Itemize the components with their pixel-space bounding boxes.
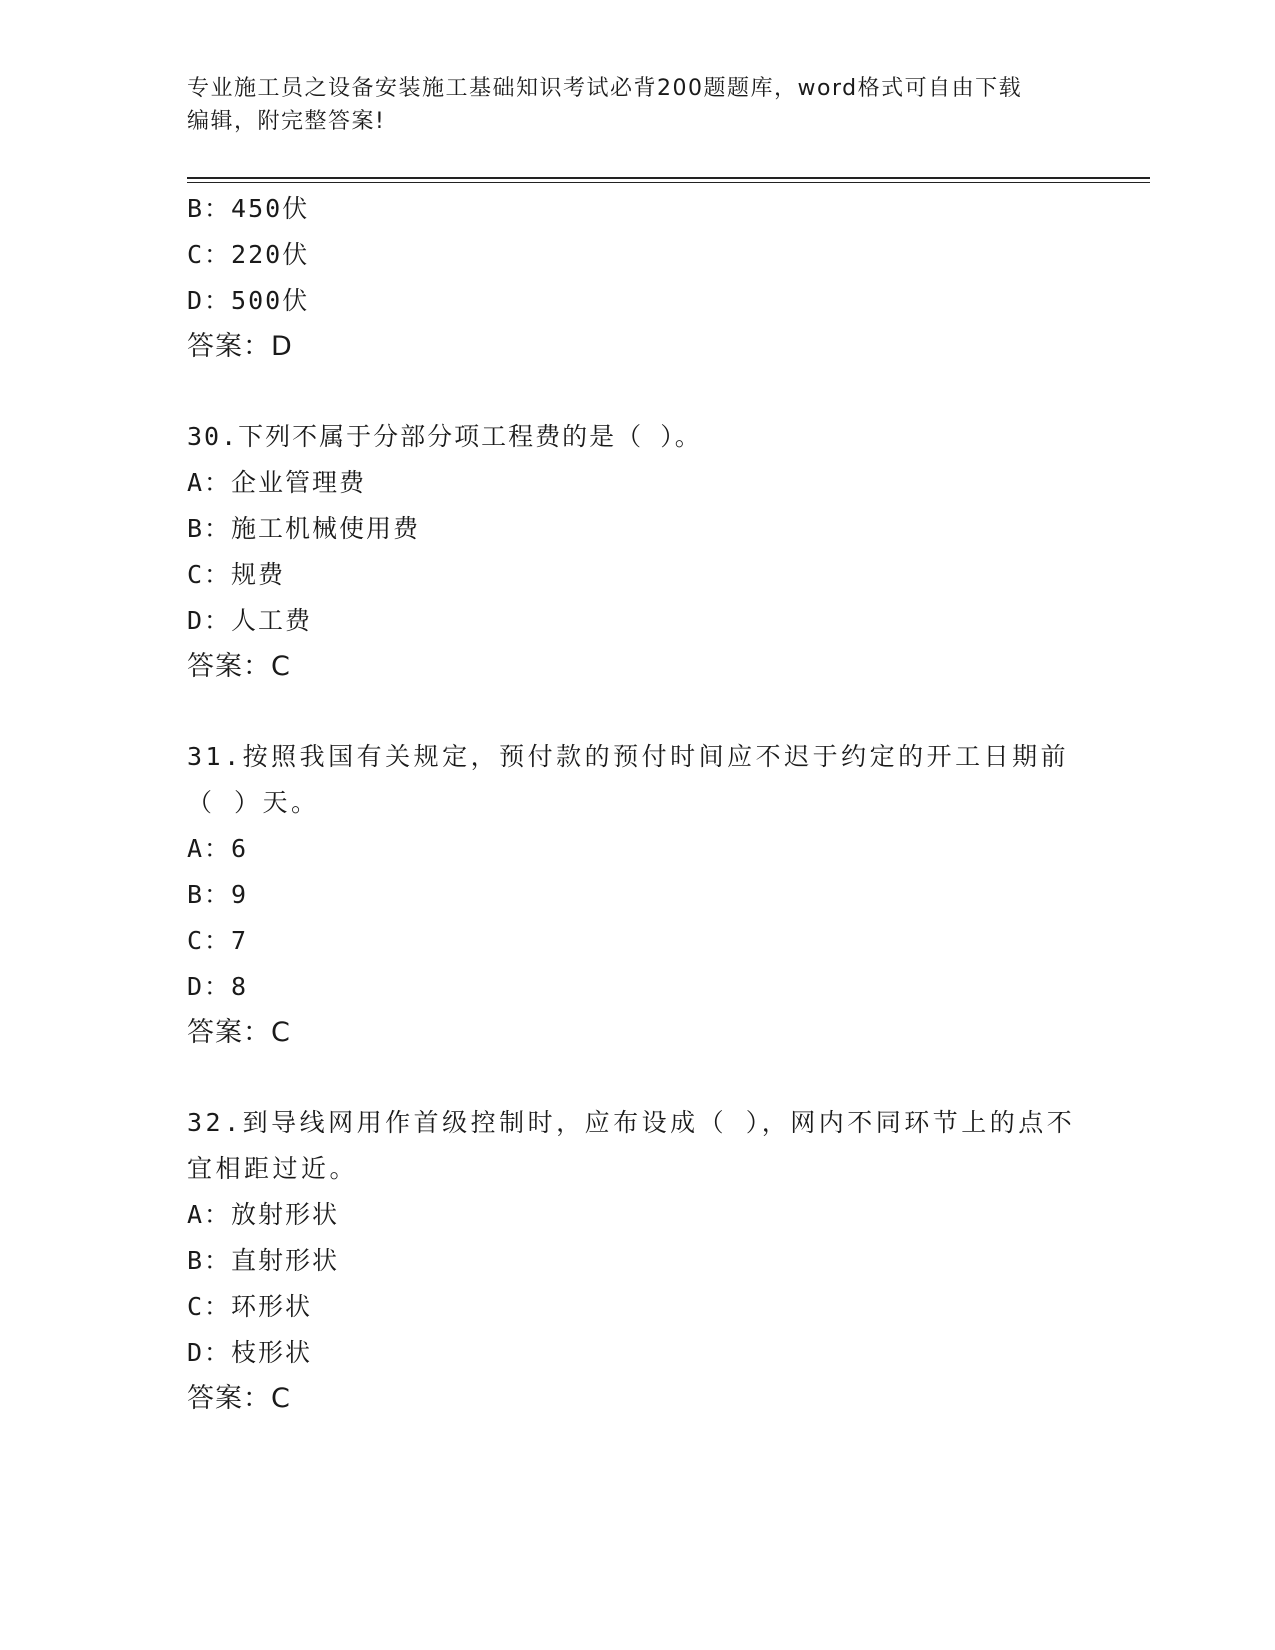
answer-line: 答案：D	[187, 331, 293, 362]
option-c: C：7	[187, 926, 249, 955]
option-a: A：6	[187, 834, 249, 863]
spacer	[187, 370, 1087, 414]
question-text: 31.按照我国有关规定，预付款的预付时间应不迟于约定的开工日期前（ ）天。	[187, 742, 1070, 817]
document-header	[187, 72, 1067, 138]
question-list	[187, 186, 1087, 1422]
option-a: A：企业管理费	[187, 468, 367, 497]
option-c: C：规费	[187, 560, 286, 589]
header-divider-bottom	[187, 182, 1150, 183]
answer-line: 答案：C	[187, 651, 291, 682]
header-title-line-1: 专业施工员之设备安装施工基础知识考试必背200题题库，word格式可自由下载	[187, 76, 1023, 101]
question-text: 32.到导线网用作首级控制时，应布设成（ ），网内不同环节上的点不宜相距过近。	[187, 1108, 1076, 1183]
question-31	[187, 734, 1087, 1056]
option-d: D：人工费	[187, 606, 313, 635]
option-b: B：9	[187, 880, 249, 909]
question-32	[187, 1100, 1087, 1422]
option-c: C：环形状	[187, 1292, 313, 1321]
option-b: B：直射形状	[187, 1246, 340, 1275]
question-partial	[187, 186, 1087, 370]
answer-line: 答案：C	[187, 1383, 291, 1414]
question-30	[187, 414, 1087, 690]
option-d: D：500伏	[187, 286, 310, 315]
question-text: 30.下列不属于分部分项工程费的是（ ）。	[187, 422, 702, 451]
option-d: D：8	[187, 972, 249, 1001]
header-divider-top	[187, 177, 1150, 179]
spacer	[187, 690, 1087, 734]
spacer	[187, 1056, 1087, 1100]
option-a: A：放射形状	[187, 1200, 340, 1229]
option-d: D：枝形状	[187, 1338, 313, 1367]
option-b: B：450伏	[187, 194, 310, 223]
option-b: B：施工机械使用费	[187, 514, 421, 543]
option-c: C：220伏	[187, 240, 310, 269]
answer-line: 答案：C	[187, 1017, 291, 1048]
header-title-line-2: 编辑，附完整答案!	[187, 109, 386, 134]
